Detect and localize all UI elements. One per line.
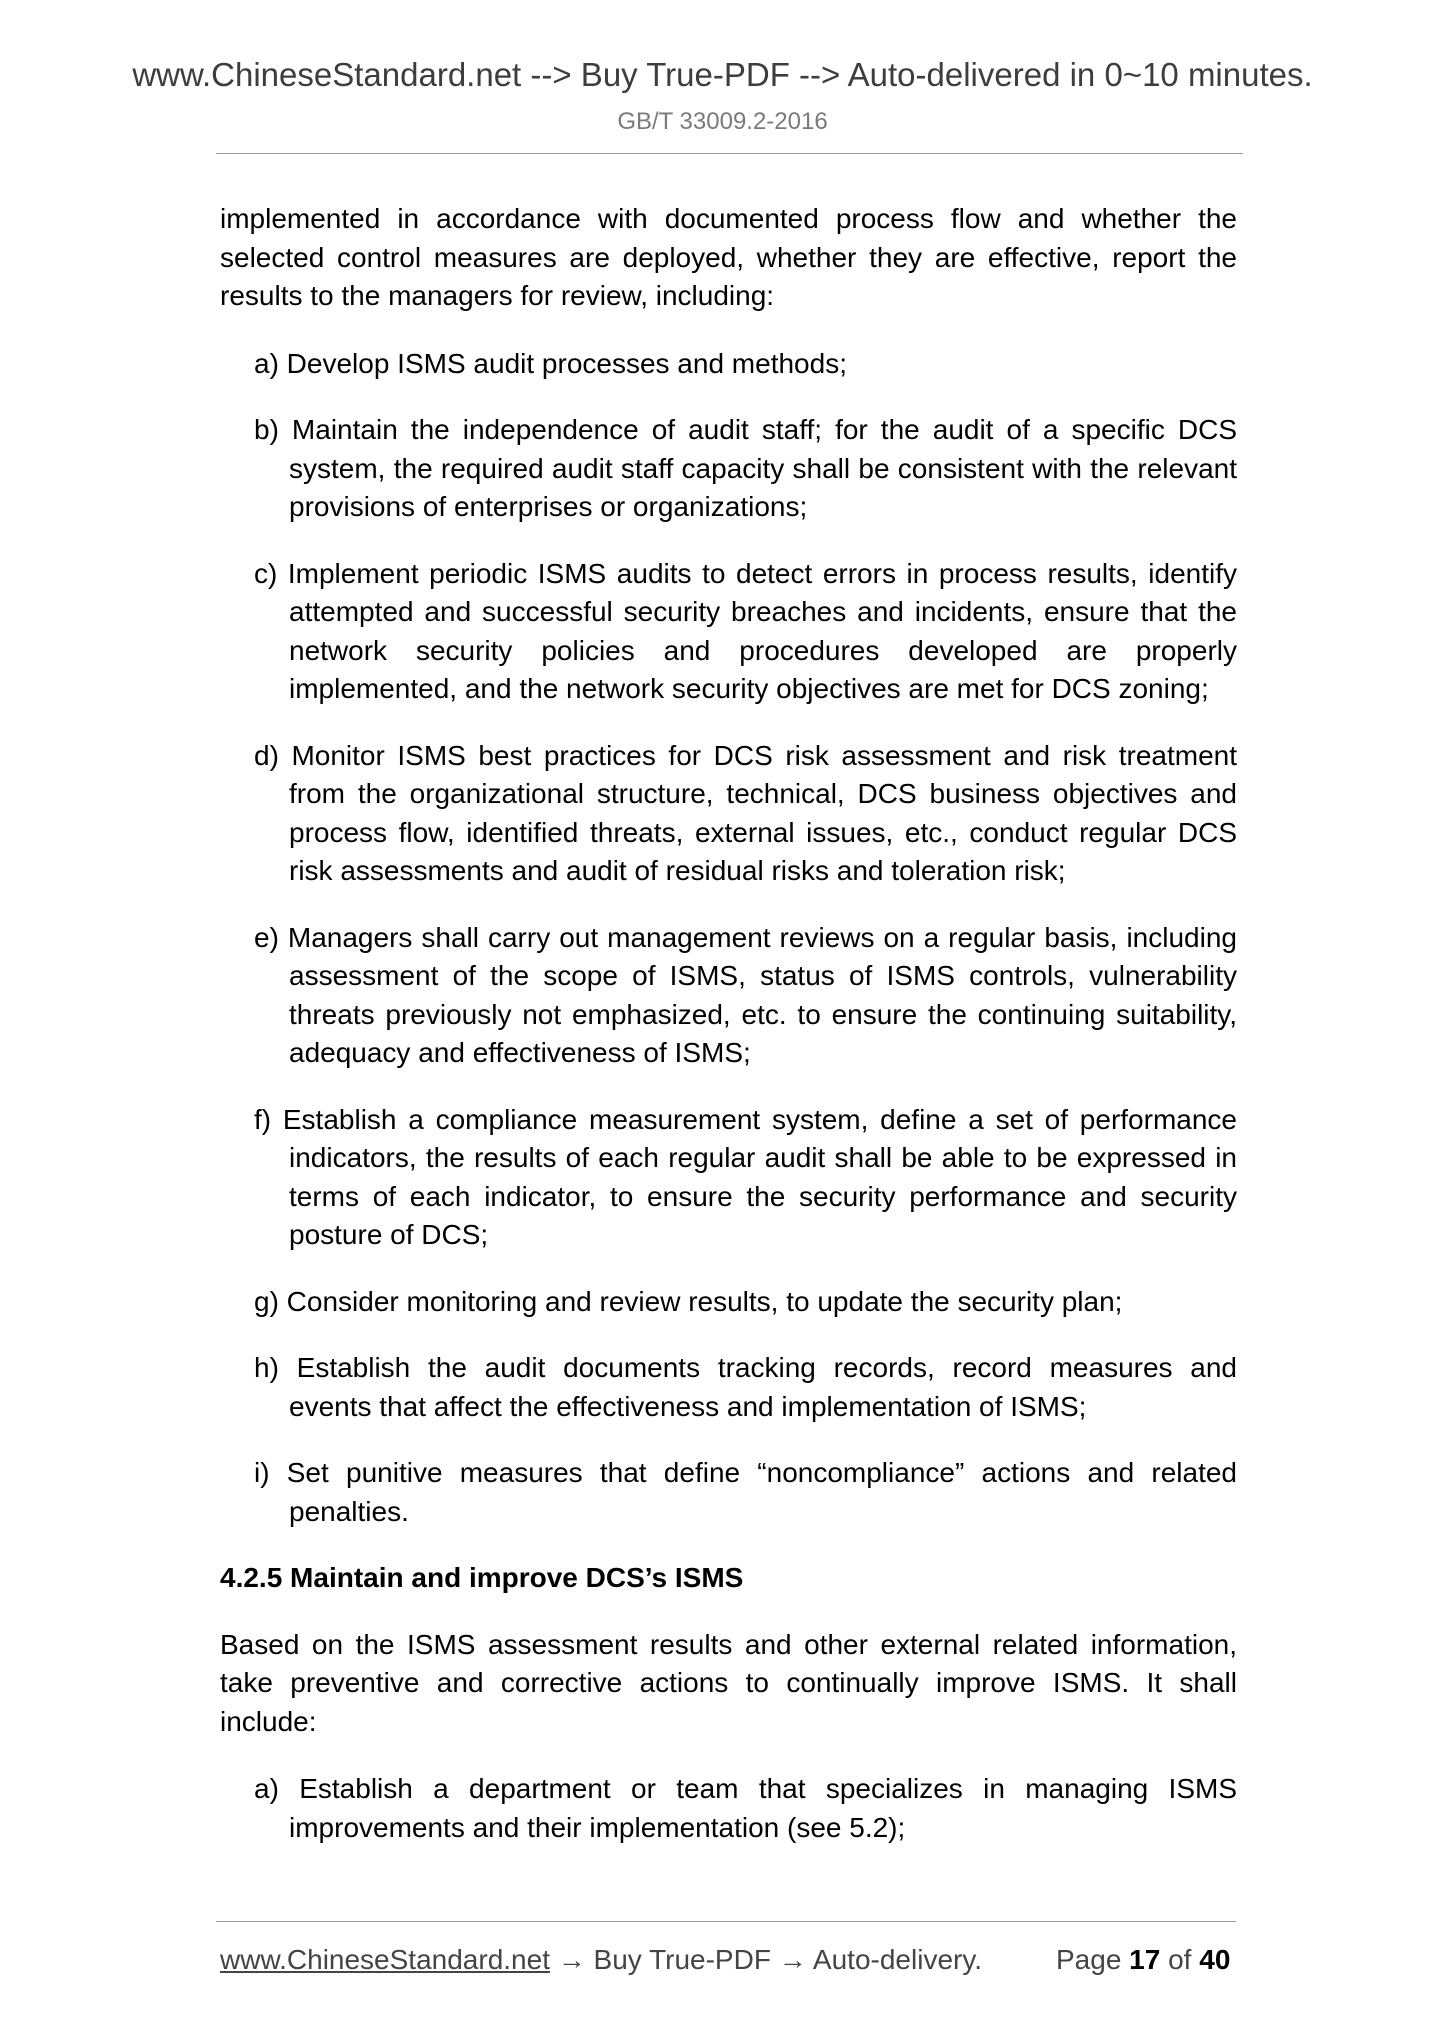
header-banner: www.ChineseStandard.net --> Buy True-PDF --> Auto-delivered in 0~10 minutes. [132,56,1313,93]
page-content [220,200,1237,1875]
header-divider [216,153,1243,154]
list-item-h: h) Establish the audit documents tracking records, record measures and events that affect the effectiveness and implementation of ISMS; [254,1352,1237,1422]
document-id: GB/T 33009.2-2016 [617,108,828,135]
list-item-c: c) Implement periodic ISMS audits to detect errors in process results, identify attempted and successful security breaches and incidents, ensure that the network security policies and procedures developed are properly implemented, and the network security objectives are met for DCS zoning; [254,557,1237,704]
list-item-g: g) Consider monitoring and review results, to update the security plan; [254,1285,1123,1317]
list-item-d: d) Monitor ISMS best practices for DCS risk assessment and risk treatment from the organizational structure, technical, DCS business objectives and process flow, identified threats, external issues, etc., conduct regular DCS risk assessments and audit of residual risks and toleration risk; [254,739,1237,886]
list-item-e: e) Managers shall carry out management reviews on a regular basis, including assessment of the scope of ISMS, status of ISMS controls, vulnerability threats previously not emphasized, etc. to ensure the continuing suitability, adequacy and effectiveness of ISMS; [254,921,1237,1068]
total-pages: 40 [1199,1944,1231,1975]
section-intro-paragraph: Based on the ISMS assessment results and other external related information, take preventive and corrective actions to continually improve ISMS. It shall include: [220,1628,1237,1737]
page-label: Page [1056,1944,1130,1975]
list-item-i: i) Set punitive measures that define “noncompliance” actions and related penalties. [254,1457,1237,1527]
list-item-a: a) Develop ISMS audit processes and methods; [254,347,847,379]
list-item-b: b) Maintain the independence of audit staff; for the audit of a specific DCS system, the required audit staff capacity shall be consistent with the relevant provisions of enterprises or organizations; [254,414,1237,522]
intro-paragraph: implemented in accordance with documented process flow and whether the selected control measures are deployed, whether they are effective, report the results to the managers for review, including: [220,203,1237,311]
footer-site-link[interactable]: www.ChineseStandard.net [220,1944,550,1975]
section-list-item-a: a) Establish a department or team that specializes in managing ISMS improvements and their implementation (see 5.2); [254,1773,1237,1843]
list-item-f: f) Establish a compliance measurement system, define a set of performance indicators, the results of each regular audit shall be able to be expressed in terms of each indicator, to ensure the security performance and security posture of DCS; [254,1103,1237,1250]
page-number [1056,1944,1230,1976]
footer-tagline: → Buy True-PDF → Auto-delivery. [549,1944,983,1975]
section-heading: 4.2.5 Maintain and improve DCS’s ISMS [220,1562,744,1593]
footer-left [220,1944,982,1976]
page-of-label: of [1160,1944,1200,1975]
current-page: 17 [1129,1944,1161,1975]
footer-divider [216,1921,1236,1922]
